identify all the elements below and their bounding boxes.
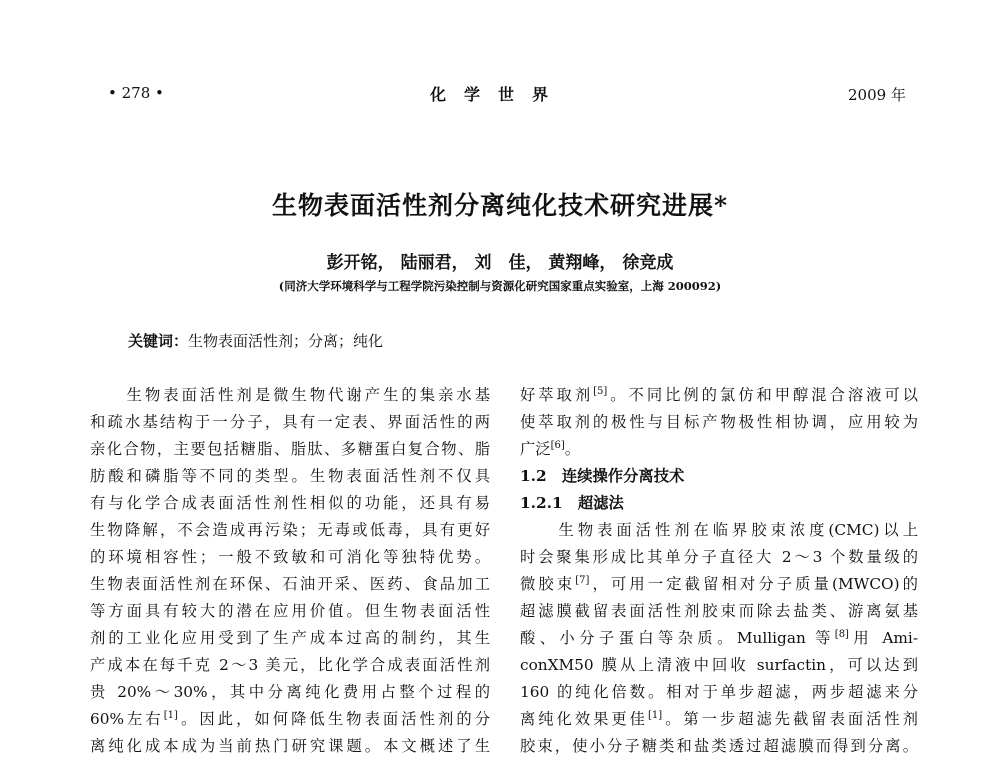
text-line: 胶束，使小分子糖类和盐类透过超滤膜而得到分离。 <box>520 737 918 755</box>
text-line: 时会聚集形成比其单分子直径大 2～3 个数量级的 <box>520 548 918 566</box>
text-line: 使萃取剂的极性与目标产物极性相协调，应用较为 <box>520 413 918 431</box>
text-line: 1.2 连续操作分离技术 <box>520 467 685 485</box>
text-line: 肪酸和磷脂等不同的类型。生物表面活性剂不仅具 <box>90 467 490 485</box>
keywords-line <box>128 330 383 351</box>
text-line: 离纯化成本成为当前热门研究课题。本文概述了生 <box>90 737 490 755</box>
text-line: 和疏水基结构于一分子，具有一定表、界面活性的两 <box>90 413 490 431</box>
text-line: 好萃取剂[5]。不同比例的氯仿和甲醇混合溶液可以 <box>520 385 918 404</box>
text-line: 生物降解，不会造成再污染；无毒或低毒，具有更好 <box>90 521 490 539</box>
text-line: 生物表面活性剂在临界胶束浓度(CMC)以上 <box>520 521 918 539</box>
keywords-text: 生物表面活性剂；分离；纯化 <box>188 332 384 350</box>
right-text-column <box>520 382 918 760</box>
text-line: 的环境相容性；一般不致敏和可消化等独特优势。 <box>90 548 490 566</box>
text-line: 贵 20%～30%，其中分离纯化费用占整个过程的 <box>90 683 490 701</box>
text-line: 生物表面活性剂在环保、石油开采、医药、食品加工 <box>90 575 490 593</box>
journal-name: 化学世界 <box>430 85 567 104</box>
text-line: 1.2.1 超滤法 <box>520 494 624 512</box>
page-number: • 278 • <box>108 84 164 102</box>
text-line: conXM50 膜从上清液中回收 surfactin，可以达到 <box>520 656 918 674</box>
text-line: 产成本在每千克 2～3 美元，比化学合成表面活性剂 <box>90 656 490 674</box>
text-line: 有与化学合成表面活性剂性相似的功能，还具有易 <box>90 494 490 512</box>
text-line: 等方面具有较大的潜在应用价值。但生物表面活性 <box>90 602 490 620</box>
article-title: 生物表面活性剂分离纯化技术研究进展* <box>271 191 729 220</box>
text-line: 生物表面活性剂是微生物代谢产生的集亲水基 <box>90 386 490 404</box>
text-line: 剂的工业化应用受到了生产成本过高的制约，其生 <box>90 629 490 647</box>
keywords-label: 关键词： <box>128 332 189 350</box>
author-list: 彭开铭， 陆丽君， 刘 佳， 黄翔峰， 徐竞成 <box>326 253 674 273</box>
text-line: 60%左右[1]。因此，如何降低生物表面活性剂的分 <box>90 709 490 728</box>
text-line: 超滤膜截留表面活性剂胶束而除去盐类、游离氨基 <box>520 602 918 620</box>
text-line: 亲化合物，主要包括糖脂、脂肽、多糖蛋白复合物、脂 <box>90 440 490 458</box>
text-line: 微胶束[7]，可用一定截留相对分子质量(MWCO)的 <box>520 574 918 593</box>
author-affiliation: (同济大学环境科学与工程学院污染控制与资源化研究国家重点实验室，上海 200092) <box>278 279 722 293</box>
text-line: 离纯化效果更佳[1]。第一步超滤先截留表面活性剂 <box>520 709 918 728</box>
text-line: 广泛[6]。 <box>520 439 581 458</box>
publication-year: 2009 年 <box>848 86 906 104</box>
text-line: 160 的纯化倍数。相对于单步超滤，两步超滤来分 <box>520 683 918 701</box>
left-text-column <box>90 382 490 760</box>
text-line: 酸、小分子蛋白等杂质。Mulligan 等[8]用 Ami- <box>520 628 918 647</box>
